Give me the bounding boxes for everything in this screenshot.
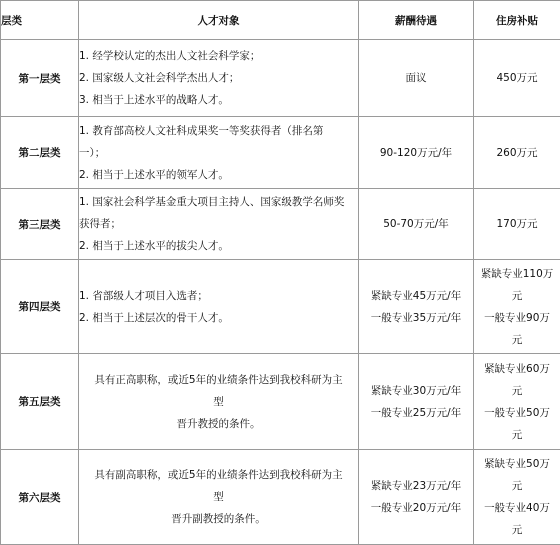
talent-line: 1. 经学校认定的杰出人文社会科学家； [79,45,358,67]
tier-cell: 第三层类 [1,189,79,260]
talent-line: 晋升教授的条件。 [91,413,346,435]
talent-line: 具有副高职称，或近5年的业绩条件达到我校科研为主型 [91,464,346,508]
housing-cell [474,40,560,117]
talent-line: 1. 省部级人才项目入选者； [79,285,358,307]
talent-cell [79,189,359,260]
salary-line: 一般专业35万元/年 [359,307,473,329]
salary-cell [359,117,474,189]
salary-line: 紧缺专业45万元/年 [359,285,473,307]
housing-line: 一般专业90万 [474,307,560,329]
talent-cell [79,260,359,354]
housing-line: 一般专业40万 [474,497,560,519]
table-row [1,354,560,450]
housing-cell [474,354,560,450]
salary-line: 50-70万元/年 [359,213,473,235]
tier-cell: 第六层类 [1,450,79,545]
talent-line: 具有正高职称，或近5年的业绩条件达到我校科研为主型 [91,369,346,413]
header-tier: 层类 [1,1,79,40]
table-row [1,189,560,260]
talent-cell [79,117,359,189]
talent-line: 获得者； [79,213,358,235]
salary-line: 一般专业25万元/年 [359,402,473,424]
housing-cell [474,117,560,189]
talent-line: 晋升副教授的条件。 [91,508,346,530]
talent-line: 2. 相当于上述层次的骨干人才。 [79,307,358,329]
talent-line: 2. 相当于上述水平的领军人才。 [79,164,358,186]
salary-line: 紧缺专业23万元/年 [359,475,473,497]
salary-cell [359,189,474,260]
housing-line: 元 [474,329,560,351]
housing-line: 紧缺专业110万 [474,263,560,285]
salary-line: 紧缺专业30万元/年 [359,380,473,402]
housing-cell [474,189,560,260]
talent-cell [79,354,359,450]
table-row [1,40,560,117]
housing-line: 元 [474,424,560,446]
table-header-row [1,1,560,40]
salary-line: 一般专业20万元/年 [359,497,473,519]
talent-line: 3. 相当于上述水平的战略人才。 [79,89,358,111]
tier-cell: 第四层类 [1,260,79,354]
housing-line: 紧缺专业50万 [474,453,560,475]
table-row [1,260,560,354]
talent-line: 2. 国家级人文社会科学杰出人才； [79,67,358,89]
housing-line: 450万元 [474,67,560,89]
salary-cell [359,450,474,545]
housing-line: 元 [474,475,560,497]
talent-cell [79,40,359,117]
talent-cell [79,450,359,545]
salary-line: 面议 [359,67,473,89]
housing-line: 紧缺专业60万 [474,358,560,380]
table-row [1,450,560,545]
housing-line: 元 [474,519,560,541]
table-row [1,117,560,189]
talent-line: 一）； [79,142,358,164]
tier-cell: 第一层类 [1,40,79,117]
header-salary: 薪酬待遇 [359,1,474,40]
housing-cell [474,260,560,354]
housing-line: 元 [474,285,560,307]
tier-cell: 第二层类 [1,117,79,189]
housing-line: 260万元 [474,142,560,164]
talent-line: 2. 相当于上述水平的拔尖人才。 [79,235,358,257]
salary-cell [359,260,474,354]
salary-cell [359,40,474,117]
talent-line: 1. 教育部高校人文社科成果奖一等奖获得者（排名第 [79,120,358,142]
header-talent: 人才对象 [79,1,359,40]
housing-line: 170万元 [474,213,560,235]
salary-line: 90-120万元/年 [359,142,473,164]
housing-line: 元 [474,380,560,402]
salary-cell [359,354,474,450]
tier-cell: 第五层类 [1,354,79,450]
housing-cell [474,450,560,545]
housing-line: 一般专业50万 [474,402,560,424]
talent-line: 1. 国家社会科学基金重大项目主持人、国家级教学名师奖 [79,191,358,213]
header-housing: 住房补贴 [474,1,560,40]
